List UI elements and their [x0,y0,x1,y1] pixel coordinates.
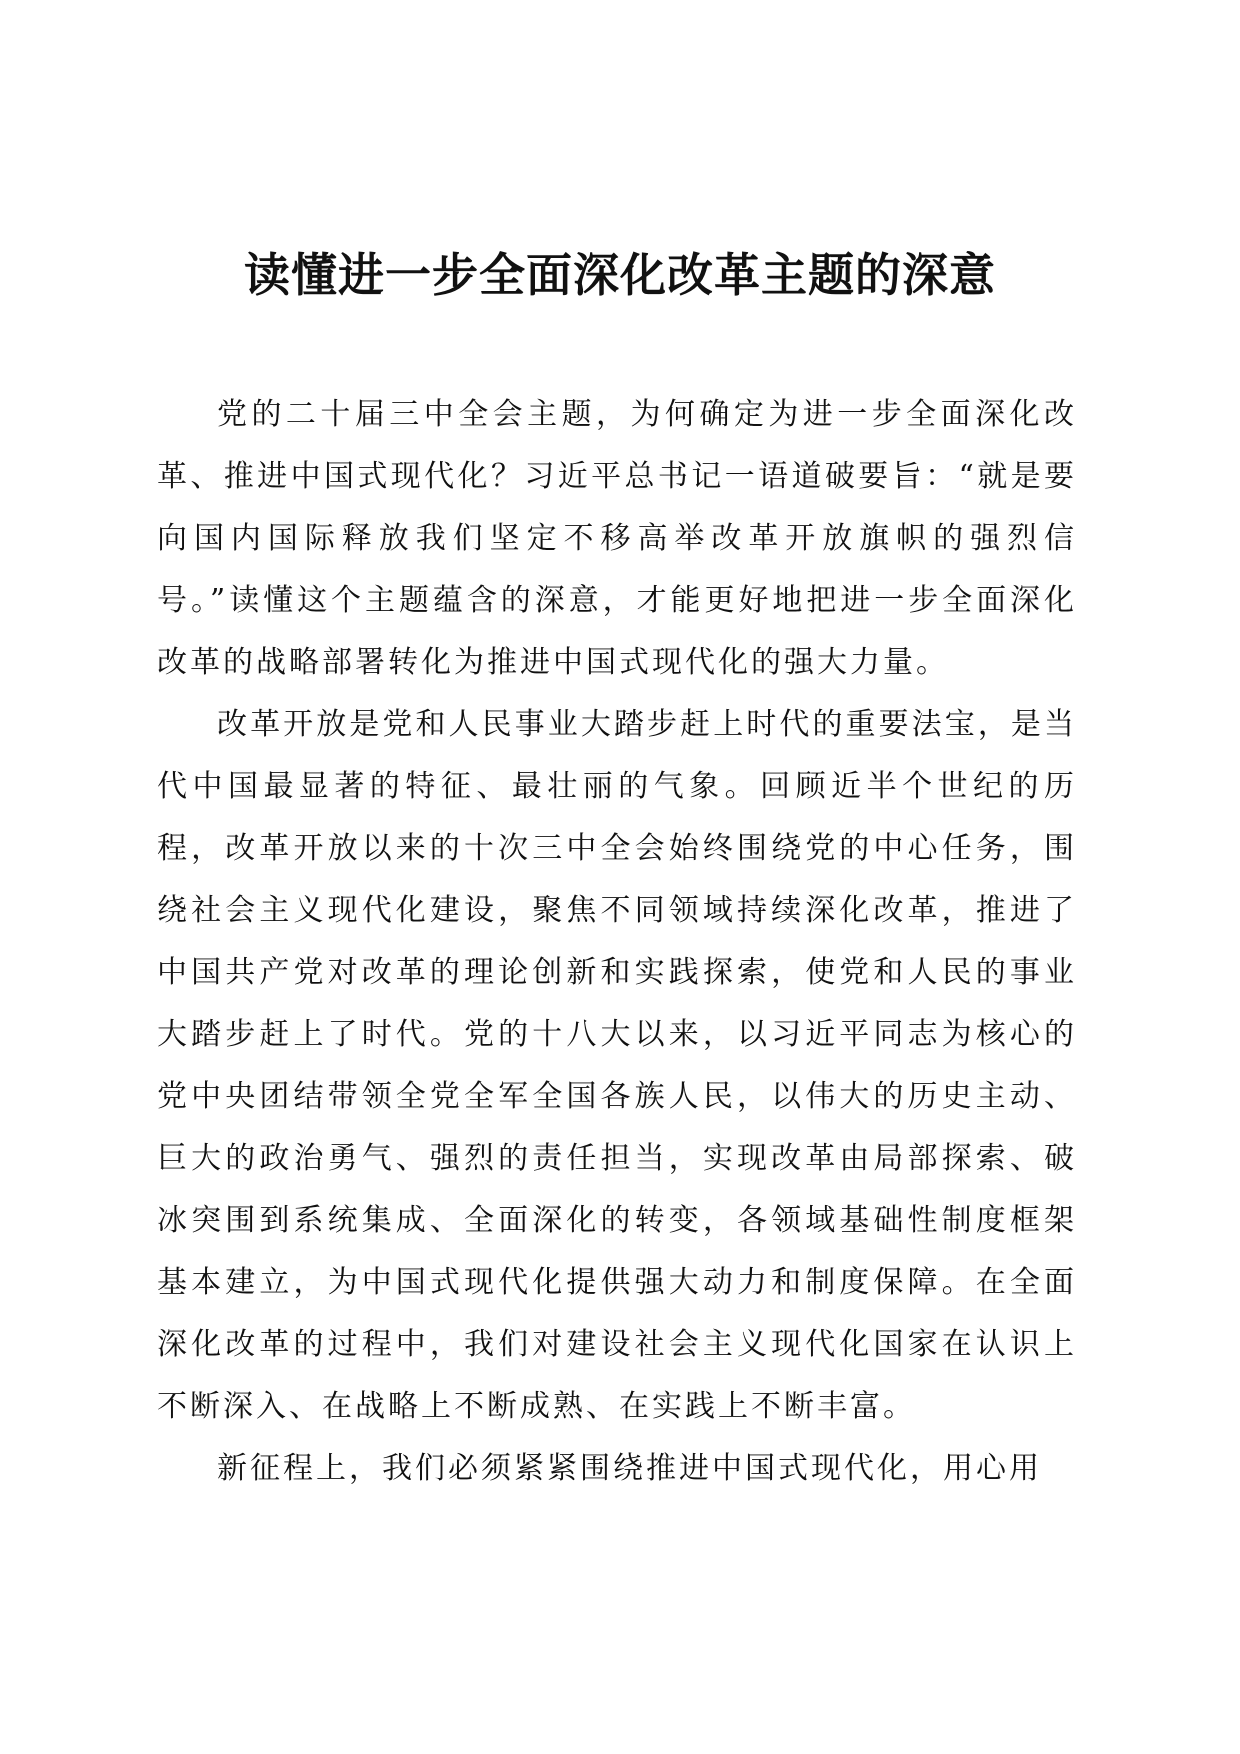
paragraph-3: 新征程上，我们必须紧紧围绕推进中国式现代化，用心用 [217,1451,1042,1486]
article-body [157,384,1077,1500]
page-title: 读懂进一步全面深化改革主题的深意 [244,248,996,302]
paragraph-2: 改革开放是党和人民事业大踏步赶上时代的重要法宝，是当代中国最显著的特征、最壮丽的气象。回顾近半个世纪的历程，改革开放以来的十次三中全会始终围绕党的中心任务，围绕社会主义现代化建设，聚焦不同领域持续深化改革，推进了中国共产党对改革的理论创新和实践探索，使党和人民的事业大踏步赶上了时代。党的十八大以来，以习近平同志为核心的党中央团结带领全党全军全国各族人民，以伟大的历史主动、巨大的政治勇气、强烈的责任担当，实现改革由局部探索、破冰突围到系统集成、全面深化的转变，各领域基础性制度框架基本建立，为中国式现代化提供强大动力和制度保障。在全面深化改革的过程中，我们对建设社会主义现代化国家在认识上不断深入、在战略上不断成熟、在实践上不断丰富。 [157,707,1077,1424]
paragraph-1: 党的二十届三中全会主题，为何确定为进一步全面深化改革、推进中国式现代化？习近平总书记一语道破要旨：“就是要向国内国际释放我们坚定不移高举改革开放旗帜的强烈信号。”读懂这个主题蕴含的深意，才能更好地把进一步全面深化改革的战略部署转化为推进中国式现代化的强大力量。 [157,397,1077,680]
